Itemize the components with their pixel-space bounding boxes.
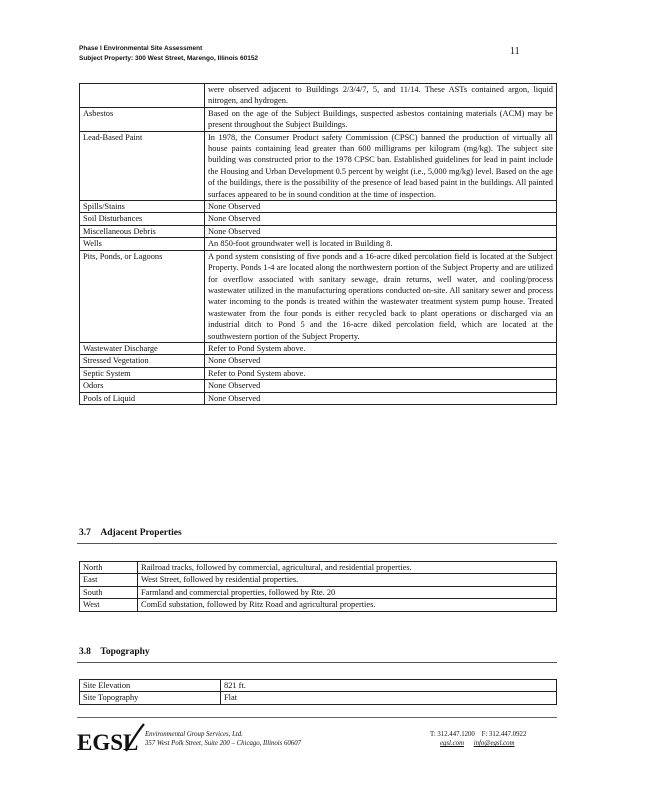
footer-contact	[430, 730, 526, 749]
row-label: Lead-Based Paint	[80, 131, 205, 200]
row-description: West Street, followed by residential properties.	[138, 574, 557, 586]
table-row	[80, 380, 557, 392]
company-address: 357 West Polk Street, Suite 200 – Chicago, Illinois 60607	[145, 740, 301, 748]
table-row	[80, 680, 557, 692]
table-row	[80, 392, 557, 404]
section-divider	[77, 662, 557, 663]
row-description: Railroad tracks, followed by commercial, agricultural, and residential properties.	[138, 562, 557, 574]
table-row	[80, 131, 557, 200]
page-number: 11	[510, 46, 520, 57]
table-row	[80, 574, 557, 586]
row-label	[80, 84, 205, 108]
row-description: An 850-foot groundwater well is located in Building 8.	[205, 238, 557, 250]
table-row	[80, 107, 557, 131]
row-description: None Observed	[205, 355, 557, 367]
phone-number: T: 312.447.1200	[430, 731, 475, 738]
row-description: were observed adjacent to Buildings 2/3/4/7, 5, and 11/14. These ASTs contained argon, liquid nitrogen, and hydrogen.	[205, 84, 557, 108]
table-row	[80, 250, 557, 342]
table-row	[80, 84, 557, 108]
footer-company	[145, 730, 301, 749]
row-description: None Observed	[205, 380, 557, 392]
topography-table	[79, 679, 557, 705]
adjacent-properties-table	[79, 561, 557, 612]
row-description: Based on the age of the Subject Buildings, suspected asbestos containing materials (ACM) may be present throughout the Subject Buildings.	[205, 107, 557, 131]
table-row	[80, 201, 557, 213]
table-row	[80, 562, 557, 574]
row-description: Flat	[221, 692, 557, 704]
row-description: A pond system consisting of five ponds and a 16-acre diked percolation field is located at the Subject Property. Ponds 1-4 are located along the northwestern portion of the Subject Property and are utilized for overflow associated with sanitary sewage, drain returns, well water, and cooling/process wastewater utilized in the manufacturing operations conducted on-site. All sanitary sewer and process water incoming to the ponds is treated within the wastewater treatment system pump house. Treated wastewater from the four ponds is either recycled back to plant operations or discharged via an industrial ditch to Pond 5 and the 16-acre diked percolation field, which are located at the southwestern portion of the Subject Property.	[205, 250, 557, 342]
row-label: Pits, Ponds, or Lagoons	[80, 250, 205, 342]
row-label: Site Elevation	[80, 680, 221, 692]
email-link[interactable]: info@egsl.com	[473, 740, 515, 748]
row-label: East	[80, 574, 138, 586]
row-label: Odors	[80, 380, 205, 392]
table-row	[80, 599, 557, 611]
fax-number: F: 312.447.0922	[481, 731, 527, 738]
row-label: Soil Disturbances	[80, 213, 205, 225]
table-row	[80, 238, 557, 250]
row-label: Septic System	[80, 367, 205, 379]
row-label: Stressed Vegetation	[80, 355, 205, 367]
section-3-7-heading	[79, 528, 182, 538]
page-header	[79, 44, 519, 64]
row-label: North	[80, 562, 138, 574]
row-description: In 1978, the Consumer Product safety Commission (CPSC) banned the production of virtually all house paints containing lead greater than 600 milligrams per kilogram (mg/kg). The subject site building was constructed prior to the 1978 CPSC ban. Established guidelines for lead in paint include the Housing and Urban Development 0.5 percent by weight (i.e., 5,000 mg/kg) level. Based on the age of the buildings, there is the possibility of the presence of lead based paint in the buildings. All painted surfaces appeared to be in sound condition at the time of inspection.	[205, 131, 557, 200]
row-description: Refer to Pond System above.	[205, 342, 557, 354]
row-description: 821 ft.	[221, 680, 557, 692]
row-description: None Observed	[205, 213, 557, 225]
section-number: 3.7	[79, 528, 91, 538]
row-label: Miscellaneous Debris	[80, 225, 205, 237]
table-row	[80, 692, 557, 704]
egsl-logo	[76, 721, 146, 755]
table-row	[80, 213, 557, 225]
row-label: Wastewater Discharge	[80, 342, 205, 354]
header-subject-property: Subject Property: 300 West Street, Marengo, Illinois 60152	[79, 55, 259, 62]
row-description: None Observed	[205, 392, 557, 404]
section-divider	[77, 543, 557, 544]
header-title: Phase I Environmental Site Assessment	[79, 45, 203, 52]
table-row	[80, 586, 557, 598]
row-description: Farmland and commercial properties, followed by Rte. 20	[138, 586, 557, 598]
row-label: Spills/Stains	[80, 201, 205, 213]
row-description: ComEd substation, followed by Ritz Road and agricultural properties.	[138, 599, 557, 611]
company-name: Environmental Group Services, Ltd.	[145, 731, 243, 738]
row-label: West	[80, 599, 138, 611]
section-number: 3.8	[79, 647, 91, 657]
table-row	[80, 367, 557, 379]
row-description: None Observed	[205, 201, 557, 213]
row-label: Site Topography	[80, 692, 221, 704]
section-title: Topography	[100, 647, 150, 657]
findings-table	[79, 83, 557, 405]
logo-text: EGSL	[77, 730, 139, 755]
row-label: Pools of Liquid	[80, 392, 205, 404]
footer-divider	[77, 717, 557, 718]
table-row	[80, 225, 557, 237]
row-description: Refer to Pond System above.	[205, 367, 557, 379]
row-description: None Observed	[205, 225, 557, 237]
row-label: Asbestos	[80, 107, 205, 131]
row-label: Wells	[80, 238, 205, 250]
section-3-8-heading	[79, 647, 150, 657]
table-row	[80, 355, 557, 367]
website-link[interactable]: egsl.com	[440, 740, 464, 748]
table-row	[80, 342, 557, 354]
row-label: South	[80, 586, 138, 598]
section-title: Adjacent Properties	[100, 528, 182, 538]
